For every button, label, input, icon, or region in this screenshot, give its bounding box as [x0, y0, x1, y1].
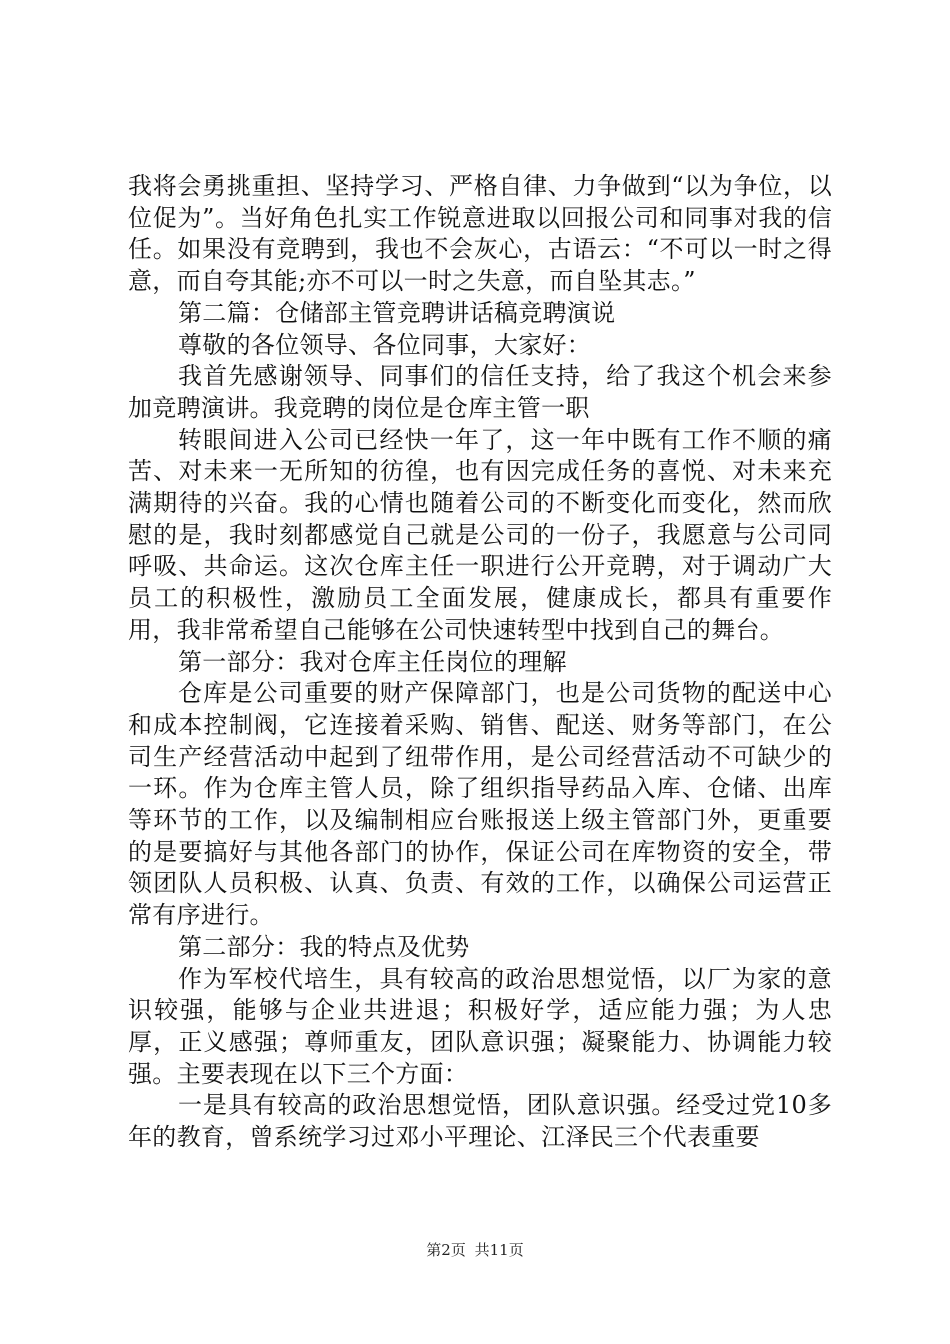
paragraph-1: 我将会勇挑重担、坚持学习、严格自律、力争做到“以为争位，以位促为”。当好角色扎实工作锐意进取以回报公司和同事对我的信任。如果没有竞聘到，我也不会灰心，古语云：“不可以一时之得意，而自夸其能;亦不可以一时之失意，而自坠其志。”	[128, 172, 832, 296]
page-footer	[0, 1240, 950, 1260]
page-number: 第2页	[426, 1241, 466, 1259]
greeting-paragraph: 尊敬的各位领导、各位同事，大家好：	[178, 330, 592, 359]
paragraph-thanks: 我首先感谢领导、同事们的信任支持，给了我这个机会来参加竞聘演讲。我竞聘的岗位是仓库主管一职	[128, 362, 832, 422]
paragraph-strengths: 作为军校代培生，具有较高的政治思想觉悟，以厂为家的意识较强，能够与企业共进退；积极好学，适应能力强；为人忠厚，正义感强；尊师重友，团队意识强；凝聚能力、协调能力较强。主要表现在以下三个方面：	[128, 964, 832, 1088]
page-total: 共11页	[474, 1241, 524, 1259]
document-body	[128, 171, 832, 1154]
section-heading-strengths: 第二部分：我的特点及优势	[178, 932, 470, 961]
paragraph-introduction: 转眼间进入公司已经快一年了，这一年中既有工作不顺的痛苦、对未来一无所知的彷徨，也有因完成任务的喜悦、对未来充满期待的兴奋。我的心情也随着公司的不断变化而变化，然而欣慰的是，我时刻都感觉自己就是公司的一份子，我愿意与公司同呼吸、共命运。这次仓库主任一职进行公开竞聘，对于调动广大员工的积极性，激励员工全面发展，健康成长，都具有重要作用，我非常希望自己能够在公司快速转型中找到自己的舞台。	[128, 425, 832, 644]
paragraph-warehouse-role: 仓库是公司重要的财产保障部门，也是公司货物的配送中心和成本控制阀，它连接着采购、销售、配送、财务等部门，在公司生产经营活动中起到了纽带作用，是公司经营活动不可缺少的一环。作为仓库主管人员，除了组织指导药品入库、仓储、出库等环节的工作，以及编制相应台账报送上级主管部门外，更重要的是要搞好与其他各部门的协作，保证公司在库物资的安全，带领团队人员积极、认真、负责、有效的工作，以确保公司运营正常有序进行。	[128, 679, 832, 930]
section-heading-understanding: 第一部分：我对仓库主任岗位的理解	[178, 647, 567, 676]
paragraph-political-awareness: 一是具有较高的政治思想觉悟，团队意识强。经受过党10多年的教育，曾系统学习过邓小平理论、江泽民三个代表重要	[128, 1091, 832, 1152]
section-heading-part-two: 第二篇：仓储部主管竞聘讲话稿竞聘演说	[178, 298, 616, 327]
